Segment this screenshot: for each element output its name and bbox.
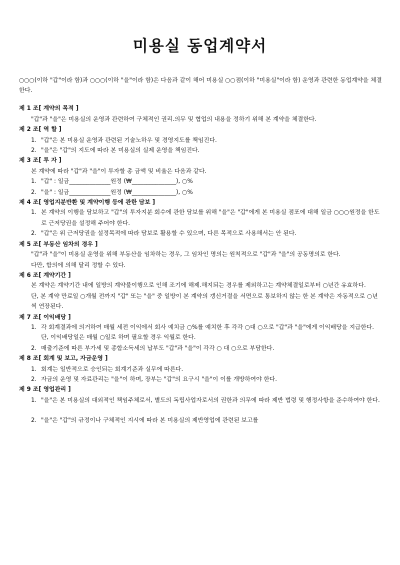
clause-text: "갑"은 위 근저당권을 설정목적에 따라 담보로 활용할 수 있으며, 다른 목적으로 사용해서는 안 된다. xyxy=(41,231,297,238)
article-4 xyxy=(19,198,382,240)
clause-text: "을"은 본 미용실의 대외적인 책임주체로서, 별도의 독립사업자로서의 권한과 의무에 따라 제반 법령 및 행정사항을 준수하여야 한다. xyxy=(41,397,380,404)
clause-text: 매출기준에 따른 부가세 및 종합소득세의 납부도 "갑"과 "을"이 각각 ○ 대 ○으로 부담한다. xyxy=(41,345,275,352)
clause-number: 1. xyxy=(31,397,37,404)
clause-number: 2. xyxy=(31,376,37,383)
article-paragraph: 본 계약에 따라 "갑"과 "을"이 투자할 총 금액 및 비율은 다음과 같다. xyxy=(31,168,207,175)
clause-text: 회계는 일반적으로 승인되는 회계기준과 실무에 따른다. xyxy=(41,366,184,373)
article-heading: 제 7 조[ 이익배당 ] xyxy=(19,314,71,321)
clause-number: 2. xyxy=(31,189,37,196)
numbered-clause xyxy=(19,344,382,354)
clause-number: 2. xyxy=(31,418,37,425)
numbered-clause xyxy=(19,177,382,187)
article-heading: 제 6 조[ 계약기간 ] xyxy=(19,272,71,279)
article-heading: 제 4 조[ 영업지분반환 및 계약이행 등에 관한 담보 ] xyxy=(19,200,156,207)
clause-text: 각 회계결과에 의거하여 매월 세전 이익에서 회사 예치금 ○%를 예치한 후 각각 ○대 ○으로 "갑"과 "을"에게 이익배당을 지급한다. xyxy=(41,324,375,331)
article-7 xyxy=(19,313,382,355)
numbered-clause xyxy=(19,396,382,406)
article-paragraph: 단, 이익배당일은 매월 ○일로 하며 필요할 경우 익월로 한다. xyxy=(41,335,196,342)
clause-text: "갑"은 본 미용실 운영과 관련된 기술노하우 및 경영지도를 책임진다. xyxy=(41,137,217,144)
article-heading: 제 1 조[ 계약의 목적 ] xyxy=(19,106,79,113)
clause-text: "을" : 일금______________원정 (₩_______________), ○% xyxy=(41,189,193,196)
numbered-clause xyxy=(19,188,382,198)
clause-number: 1. xyxy=(31,137,37,144)
article-heading: 제 3 조[ 투 자 ] xyxy=(19,158,62,165)
numbered-clause xyxy=(19,146,382,156)
article-heading: 제 9 조[ 영업관리 ] xyxy=(19,387,71,394)
numbered-clause xyxy=(19,136,382,146)
numbered-clause xyxy=(19,323,382,333)
clause-text: 자금의 운영 및 자료관리는 "을"이 하며, 장부는 "갑"의 요구시 "을"이 이를 개방하여야 한다. xyxy=(41,376,277,383)
article-2 xyxy=(19,125,382,156)
numbered-clause xyxy=(19,416,382,426)
article-heading: 제 8 조[ 회계 및 보고, 자금운영 ] xyxy=(19,356,108,363)
numbered-clause xyxy=(19,375,382,385)
clause-number: 1. xyxy=(31,210,37,217)
clause-text: "을"은 "갑"의 규정이나 구체적인 지시에 따라 본 미용실의 제반영업에 관련된 보고를 xyxy=(41,418,259,425)
document-body xyxy=(19,76,382,427)
intro-paragraph: ○○○(이하 "갑"이라 함)과 ○○○(이하 "을"이라 함)은 다음과 같이 해어 미용실 ○○점(이하 "미용실"이라 함) 운영과 관련한 동업계약을 체결한다. xyxy=(19,78,382,95)
article-heading: 제 5 조[ 부동산 임차의 경우 ] xyxy=(19,241,98,248)
clause-text: "을"은 "갑"의 지도에 따라 본 미용실의 실제 운영을 책임진다. xyxy=(41,148,200,155)
spacer xyxy=(19,406,382,416)
article-paragraph: 단, 본 계약 만료일 ○개월 전까지 "갑" 또는 "을" 중 일방이 본 계약의 갱신거절을 서면으로 통보하지 않는 한 본 계약은 자동적으로 ○년씩 연장된다. xyxy=(31,293,378,311)
article-paragraph: "갑"과 "을"이 미용실 운영을 위해 부동산을 임차하는 경우, 그 임차인 명의는 원칙적으로 "갑"과 "을"의 공동명의로 한다. xyxy=(31,252,341,259)
article-1 xyxy=(19,104,382,125)
article-8 xyxy=(19,354,382,385)
article-heading: 제 2 조[ 역 할 ] xyxy=(19,127,62,134)
document-title: 미용실 동업계약서 xyxy=(132,37,268,55)
clause-number: 2. xyxy=(31,231,37,238)
clause-number: 1. xyxy=(31,324,37,331)
numbered-clause xyxy=(19,229,382,239)
article-3 xyxy=(19,156,382,198)
article-5 xyxy=(19,240,382,271)
clause-number: 2. xyxy=(31,345,37,352)
article-paragraph: 본 계약은 계약기간 내에 일방의 계약불이행으로 인해 조기에 해제.해지되는 경우를 제외하고는 계약체결일로부터 ○년간 유효하다. xyxy=(31,283,366,290)
article-paragraph: 다만, 합의에 의해 달리 정할 수 있다. xyxy=(31,262,126,269)
clause-text: "갑" : 일금______________원정 (₩_______________), ○% xyxy=(41,179,193,186)
clause-number: 1. xyxy=(31,366,37,373)
clause-number: 2. xyxy=(31,148,37,155)
clause-text: 본 계약의 이행을 담보하고 "갑"의 투자지분 회수에 관한 담보를 위해 "을"은 "갑"에게 본 미용실 점포에 대해 일금 ○○○원정을 한도로 근저당권을 설정해 주어야 한다. xyxy=(41,210,380,227)
numbered-clause xyxy=(19,365,382,375)
article-6 xyxy=(19,271,382,313)
numbered-clause xyxy=(19,208,382,229)
article-paragraph: "갑"과 "을"은 미용실의 운영과 관련하여 구체적인 권리.의무 및 협업의 내용을 정하기 위해 본 계약을 체결한다. xyxy=(31,116,317,123)
clause-number: 1. xyxy=(31,179,37,186)
article-9 xyxy=(19,385,382,426)
